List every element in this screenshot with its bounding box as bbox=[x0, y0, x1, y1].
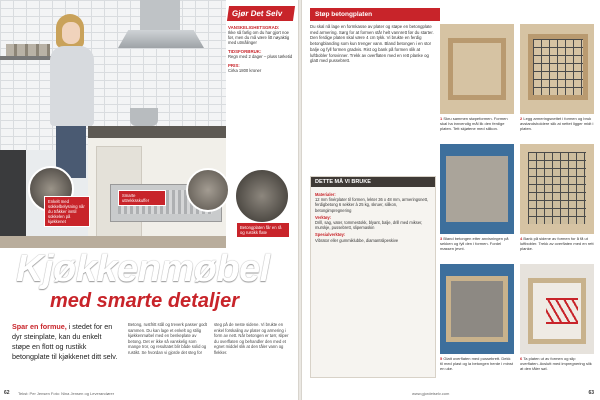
step-4-photo bbox=[520, 144, 594, 234]
step-2-photo bbox=[520, 24, 594, 114]
step-number: 3 bbox=[440, 236, 443, 241]
range-hood-base bbox=[118, 30, 204, 48]
materials-box-body bbox=[311, 187, 435, 246]
article-subtitle: med smarte detaljer bbox=[50, 290, 239, 312]
left-page bbox=[0, 0, 298, 400]
rebar-mesh bbox=[528, 152, 586, 224]
zigzag-marker bbox=[546, 298, 578, 324]
step-5-caption bbox=[440, 356, 514, 371]
step-6-caption bbox=[520, 356, 594, 371]
section-banner: Gjør Det Selv bbox=[227, 6, 295, 21]
step-number: 6 bbox=[520, 356, 523, 361]
step-1 bbox=[440, 24, 518, 142]
intro-text: Du skal nå lage en formkasse av plater og støpe en betongplate med armering. Sørg for at formen står helt vannrett før du starter. Den ferdige platen skal være 4 cm tykk. Vi brukte en ferdig betongblanding som kun trenger vann. Bland betongen i en stor balje og fyll formen gradvis. Rist og bank på formen slik at luftbobler forsvinner. Trekk av overflaten med en rett planke og glatt med pussebrett. bbox=[310, 24, 434, 64]
step-text: Skru sammen støpeformen. Formen skal ha innvendig mål lik den ferdige platen. Tett skjøtene med silikon. bbox=[440, 116, 508, 131]
step-1-photo bbox=[440, 24, 514, 114]
materials-subheading: Materialer: bbox=[315, 192, 336, 197]
page-number-right: 63 bbox=[588, 390, 594, 396]
detail-circle-drawer bbox=[186, 168, 230, 212]
oven bbox=[0, 150, 26, 236]
step-number: 1 bbox=[440, 116, 443, 121]
shelf-jars bbox=[6, 44, 50, 56]
right-page bbox=[302, 0, 600, 400]
step-2 bbox=[520, 24, 598, 142]
floor bbox=[0, 236, 226, 248]
step-2-caption bbox=[520, 116, 594, 131]
lead-text: i stedet for en dyr steinplate, kan du enkelt støpe en flott og rustikk betongplate til kjøkkenet ditt selv. bbox=[12, 322, 118, 361]
price-heading: PRIS: bbox=[228, 63, 240, 68]
step-number: 4 bbox=[520, 236, 523, 241]
step-5-photo bbox=[440, 264, 514, 354]
concrete-countertop bbox=[88, 126, 226, 138]
step-3-photo bbox=[440, 144, 514, 234]
info-sidebar bbox=[228, 6, 294, 73]
right-banner: Støp betongplaten bbox=[310, 8, 440, 21]
rebar-mesh bbox=[533, 39, 583, 95]
step-3-caption bbox=[440, 236, 514, 251]
time-heading: TIDSFORBRUK: bbox=[228, 49, 262, 54]
body-text: Betong, rustfritt stål og treverk passer godt sammen. Du kan lage et enkelt og stilig kjøkkenmøbel med en benkeplate av betong. Det er ikke så vanskelig som mange tror, og resultatet blir både solid og rustikt. Se hvordan vi gjorde det steg for steg på de neste sidene. Vi brukte en enkel forskaling av plater og armering i form av nett. Når betongen er tørr, sliper du overflaten og behandler den med et egnet middel slik at den tåler vann og flekker. bbox=[128, 322, 289, 355]
tools-subheading: Verktøy: bbox=[315, 214, 332, 220]
detail-circle-concrete bbox=[234, 168, 290, 224]
callout-drawers: Smarte uttrekksskuffer bbox=[118, 190, 166, 206]
step-photos bbox=[440, 24, 596, 384]
page-number-left: 62 bbox=[4, 390, 10, 396]
step-text: Bank på sidene av formen for å få ut luftbobler. Trekk av overflaten med en rett planke. bbox=[520, 236, 594, 251]
kitchen-photo bbox=[0, 0, 226, 248]
difficulty-heading: VANSKELIGHETSGRAD: bbox=[228, 25, 280, 30]
step-text: Ta platen ut av formen og slip overflaten. Avslutt med impregnering slik at den tåler søl. bbox=[520, 356, 592, 371]
person-face bbox=[62, 22, 80, 44]
step-text: Legg armeringsnettet i formen og bruk avstandsholdere slik at nettet ligger midt i platen. bbox=[520, 116, 594, 131]
special-tools-list: Vibrator eller gummiklubbe, diamantslipeskive bbox=[315, 237, 399, 243]
step-5 bbox=[440, 264, 518, 382]
callout-concrete-surface: Betongplaten får en rå og rustikk flate bbox=[236, 222, 290, 238]
step-6 bbox=[520, 264, 598, 382]
step-number: 5 bbox=[440, 356, 443, 361]
materials-box bbox=[310, 176, 436, 378]
step-4-caption bbox=[520, 236, 594, 251]
callout-plinth-light: Enkelt med sokkelbelysning når du tråkker inntil sokkelen på kjøkkenet bbox=[44, 196, 90, 227]
step-3 bbox=[440, 144, 518, 262]
step-4 bbox=[520, 144, 598, 262]
concrete-mix bbox=[446, 156, 508, 222]
credits-footer: Tekst: Per Jensen Foto: Nina Jensen og Leverandører bbox=[18, 391, 115, 396]
time-text: Regn med 2 dager – pluss tørketid bbox=[228, 54, 293, 59]
step-text: Glatt overflaten med pussebrett. Dekk til med plast og la betongen herde i minst en uke. bbox=[440, 356, 513, 371]
difficulty-text: Ikke så farlig om du har gjort noe før, men du må være litt nøyaktig med utmålinger bbox=[228, 30, 290, 45]
form-frame bbox=[448, 38, 506, 100]
step-number: 2 bbox=[520, 116, 523, 121]
article-title: Kjøkkenmøbel bbox=[16, 248, 270, 290]
step-text: Bland betongen etter anvisningen på sekken og fyll den i formen. Fordel massen jevnt. bbox=[440, 236, 509, 251]
website-footer: www.gjordetselv.com bbox=[412, 391, 450, 396]
lead-highlight: Spar en formue, bbox=[12, 322, 67, 331]
cooking-pot bbox=[130, 108, 158, 126]
person-body bbox=[50, 46, 94, 126]
tools-list: Drill, sag, vater, tommestokk, blyant, balje, drill med mikser, murskje, pussebrett, slipemaskin bbox=[315, 220, 423, 231]
special-tools-subheading: Spesialverktøy: bbox=[315, 232, 346, 238]
materials-box-heading: DETTE MÅ VI BRUKE bbox=[311, 177, 435, 187]
range-hood bbox=[140, 0, 180, 30]
filled-form bbox=[446, 276, 508, 342]
lead-paragraph bbox=[12, 322, 120, 362]
materials-list: 12 mm finérplater til formen, lekter 36 x 48 mm, armeringsnett, ferdigbetong 6 sekker à 25 kg, skruer, silikon, betongimpregnering bbox=[315, 197, 429, 213]
step-6-photo bbox=[520, 264, 594, 354]
step-1-caption bbox=[440, 116, 514, 131]
price-text: Cirka 1800 kroner bbox=[228, 68, 262, 73]
